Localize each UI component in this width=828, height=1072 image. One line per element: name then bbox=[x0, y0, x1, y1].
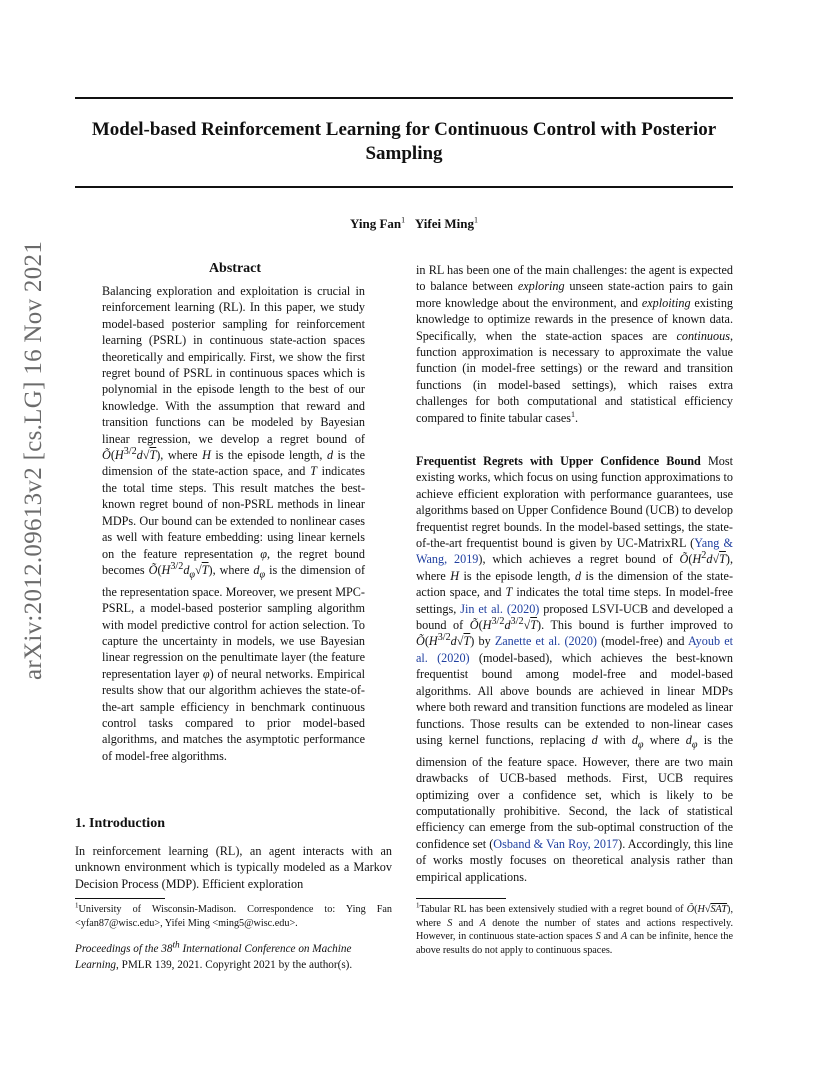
section-heading-introduction: 1. Introduction bbox=[75, 816, 165, 831]
author-name: Yifei Ming bbox=[414, 216, 474, 231]
paragraph-heading-frequentist: Frequentist Regrets with Upper Confidence Bound bbox=[416, 454, 701, 468]
intro-paragraph: In reinforcement learning (RL), an agent interacts with an unknown environment which is typically modeled as a Markov Decision Process (MDP). Efficient exploration bbox=[75, 844, 392, 891]
title-top-rule bbox=[75, 97, 733, 99]
citation-link[interactable]: Ayoub et al. (2020) bbox=[416, 634, 734, 665]
citation-link[interactable]: Yang & Wang, 2019 bbox=[416, 536, 733, 567]
affiliation-mark: 1 bbox=[474, 215, 478, 225]
footnote-mark: 1 bbox=[75, 901, 79, 910]
arxiv-identifier: arXiv:2012.09613v2 [cs.LG] 16 Nov 2021 bbox=[20, 240, 47, 680]
affiliation-mark: 1 bbox=[401, 215, 406, 225]
footnote-affiliation bbox=[75, 903, 392, 930]
paper-title-line2: Sampling bbox=[365, 143, 443, 164]
abstract-body: Balancing exploration and exploitation is crucial in reinforcement learning (RL). In this paper, we study model-based posterior sampling for reinforcement learning (PSRL) in continuous state-action spaces theoretically and empirically. First, we show the first regret bound of PSRL in continuous spaces which is polynomial in the episode length to the best of our knowledge. With the assumption that reward and transition functions can be modeled by Bayesian linear regression, we develop a regret bound of $Õ(H^{3/2}d√T)$, where H is the episode length, d is the dimension of the state-action space, and T indicates the total time steps. This result matches the best-known regret bound of non-PSRL methods in linear MDPs. Our bound can be extended to nonlinear cases as well with feature embedding: using linear kernels on the feature representation φ, the regret bound becomes $Õ(H^{3/2}d_\varphi√T)$, where $d_\varphi$ is the dimension of the representation space. Moreover, we present MPC-PSRL, a model-based posterior sampling algorithm with model predictive control for action selection. To capture the uncertainty in models, we use Bayesian linear regression on the penultimate layer (the feature representation layer φ) of neural networks. Empirical results show that our algorithm achieves the state-of-the-art sample efficiency in benchmark continuous control tasks compared to prior model-based algorithms, and matches the asymptotic performance of model-free algorithms. bbox=[102, 284, 365, 763]
proceedings-superscript: th bbox=[172, 940, 180, 951]
footnote-rule-left bbox=[75, 898, 165, 899]
proceedings-italic-2: International Conference on Machine Learning bbox=[75, 943, 352, 971]
paper-title-line1: Model-based Reinforcement Learning for Continuous Control with Posterior bbox=[91, 119, 717, 140]
author-list bbox=[0, 216, 828, 232]
frequentist-regrets-paragraph: Frequentist Regrets with Upper Confidence Bound Most existing works, which focus on using function approximations to achieve efficient exploration with performance guarantees, use algorithms based on Upper Confidence Bound (UCB) to develop frequentist regret bounds. In the model-based settings, the state-of-the-art frequentist bound is given by UC-MatrixRL (Yang & Wang, 2019), which achieves a regret bound of $Õ(H^2d√T)$, where H is the episode length, d is the dimension of the state-action space, and T indicates the total time steps. In model-free settings, Jin et al. (2020) proposed LSVI-UCB and developed a bound of $Õ(H^{3/2}d^{3/2}√T)$. This bound is further improved to $Õ(H^{3/2}d√T)$ by Zanette et al. (2020) (model-free) and Ayoub et al. (2020) (model-based), which achieves the best-known frequentist bound among model-free and model-based algorithms. All above bounds are achieved in linear MDPs where both reward and transition functions are modeled as linear functions. Those results can be extended to non-linear cases using kernel functions, replacing d with $d_\varphi$ where $d_\varphi$ is the dimension of the feature space. However, there are two main drawbacks of UCB-based methods. First, UCB requires optimizing over a confidence set, which is likely to be computationally prohibitive. Second, the lack of statistical efficiency can emerge from the sub-optimal construction of the confidence set (Osband & Van Roy, 2017). Accordingly, this line of works mostly focuses on theoretical analysis rather than empirical applications. bbox=[416, 454, 734, 884]
citation-link[interactable]: Jin et al. (2020) bbox=[460, 601, 540, 616]
footnote-affiliation-text: University of Wisconsin-Madison. Correspondence to: Ying Fan <yfan87@wisc.edu>, Yifei Ming <ming5@wisc.edu>. bbox=[75, 904, 392, 929]
citation-link[interactable]: Osband & Van Roy, 2017 bbox=[493, 836, 619, 851]
footnote-rule-right bbox=[416, 898, 506, 899]
proceedings-rest: , PMLR 139, 2021. Copyright 2021 by the author(s). bbox=[116, 959, 353, 971]
author-name: Ying Fan bbox=[349, 216, 402, 231]
abstract-heading: Abstract bbox=[208, 261, 262, 276]
title-bottom-rule bbox=[75, 186, 733, 188]
paper-title bbox=[75, 118, 733, 166]
proceedings-note bbox=[75, 941, 392, 973]
footnote-ref: 1 bbox=[571, 409, 575, 419]
footnote-tabular-rl: $^1$Tabular RL has been extensively studied with a regret bound of Õ(H√SAT), where S and A denote the number of states and actions respectively. However, in continuous state-action spaces S and A can be infinite, hence the above results do not apply to continuous spaces. bbox=[416, 901, 733, 956]
proceedings-italic-1: Proceedings of the 38 bbox=[75, 943, 173, 955]
footnote-mark: 1 bbox=[416, 901, 420, 910]
intro-continued-paragraph: in RL has been one of the main challenges: the agent is expected to balance between exploring unseen state-action pairs to gain more knowledge about the environment, and exploiting existing knowledge to optimize rewards in the presence of known data. Specifically, when the state-action spaces are continuous, function approximation is necessary to approximate the value function (in model-free settings) or the reward and transition functions (in model-based settings), which raises extra challenges for both computational and statistical efficiency compared to finite tabular cases$^1$. bbox=[416, 263, 734, 425]
citation-link[interactable]: Zanette et al. (2020) bbox=[494, 634, 597, 649]
